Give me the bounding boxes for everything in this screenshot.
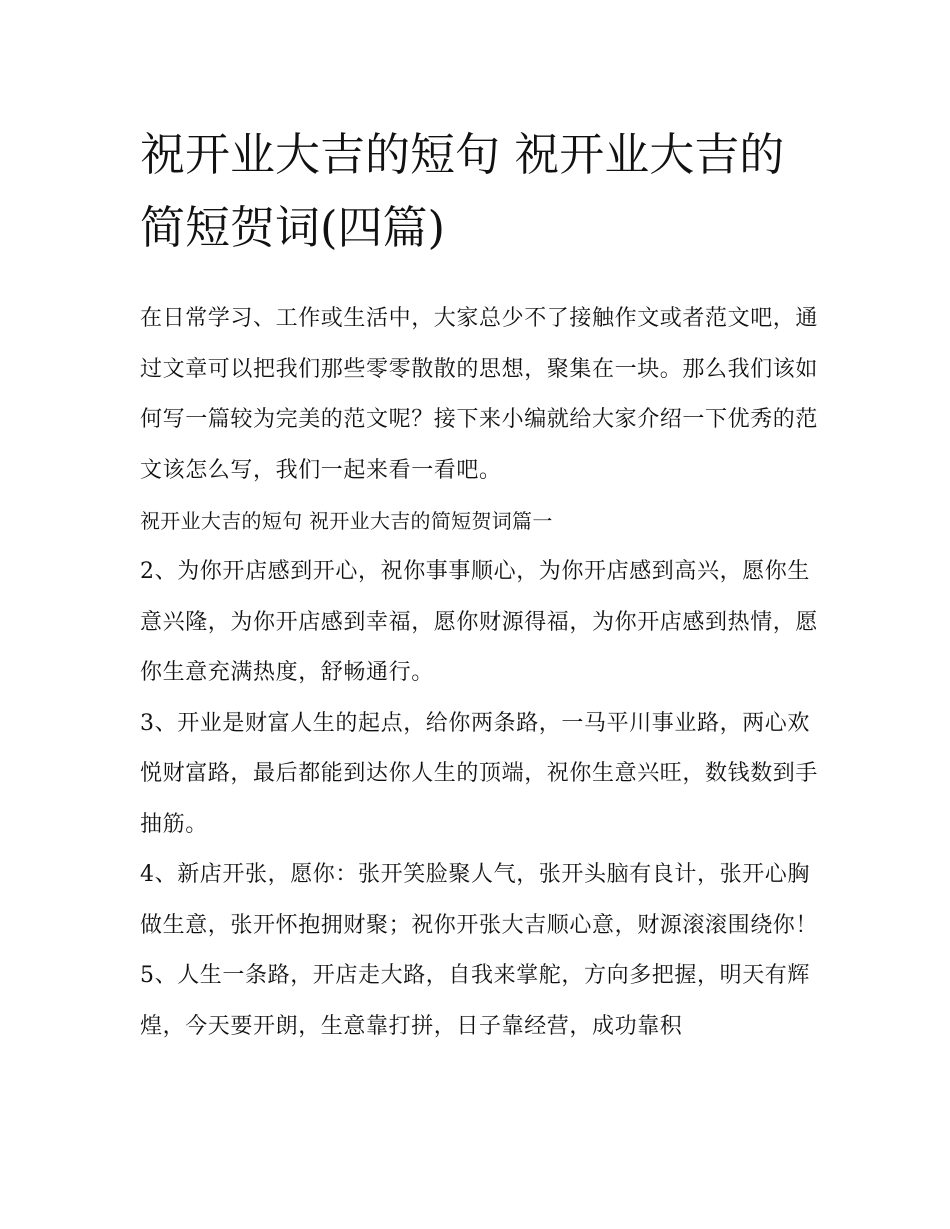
document-title: 祝开业大吉的短句 祝开业大吉的简短贺词(四篇): [140, 128, 785, 254]
list-item: 2、为你开店感到开心，祝你事事顺心，为你开店感到高兴，愿你生意兴隆，为你开店感到幸福，愿你财源得福，为你开店感到热情，愿你生意充满热度，舒畅通行。: [140, 559, 819, 685]
section-heading: 祝开业大吉的短句 祝开业大吉的简短贺词篇一: [140, 509, 553, 533]
list-item: 3、开业是财富人生的起点，给你两条路，一马平川事业路，两心欢悦财富路，最后都能到达你人生的顶端，祝你生意兴旺，数钱数到手抽筋。: [140, 710, 819, 837]
list-item: 4、新店开张，愿你：张开笑脸聚人气，张开头脑有良计，张开心胸做生意，张开怀抱拥财聚；祝你开张大吉顺心意，财源滚滚围绕你！: [140, 862, 819, 938]
intro-paragraph: 在日常学习、工作或生活中，大家总少不了接触作文或者范文吧，通过文章可以把我们那些零零散散的思想，聚集在一块。那么我们该如何写一篇较为完美的范文呢？接下来小编就给大家介绍一下优秀的范文该怎么写，我们一起来看一看吧。: [140, 306, 819, 483]
list-item: 5、人生一条路，开店走大路，自我来掌舵，方向多把握，明天有辉煌，今天要开朗，生意靠打拼，日子靠经营，成功靠积: [140, 963, 810, 1039]
document-page: [140, 118, 820, 1052]
